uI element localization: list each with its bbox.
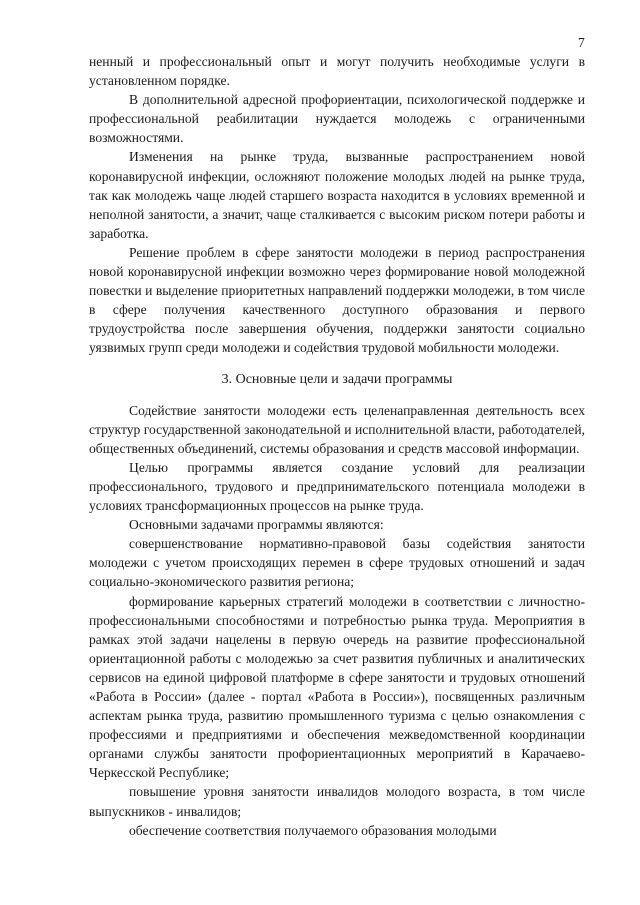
paragraph: В дополнительной адресной профориентации, психологической поддержке и профессиональной реабилитации нуждается молодежь с ограниченными возможностями.	[89, 92, 585, 146]
paragraph: Содействие занятости молодежи есть целенаправленная деятельность всех структур государственной законодательной и исполнительной власти, работодателей, общественных объединений, системы образования и средств массовой информации.	[89, 402, 585, 456]
list-item: совершенствование нормативно-правовой базы содействия занятости молодежи с учетом происходящих перемен в сфере трудовых отношений и задач социально-экономического развития региона;	[89, 536, 585, 590]
paragraph: ненный и профессиональный опыт и могут получить необходимые услуги в установленном порядке.	[89, 54, 585, 89]
paragraph: Основными задачами программы являются:	[129, 517, 384, 533]
section-heading: 3. Основные цели и задачи программы	[221, 371, 453, 387]
page-number: 7	[578, 35, 585, 50]
list-item: обеспечение соответствия получаемого образования молодыми	[129, 822, 497, 838]
document-body	[89, 52, 585, 840]
paragraph: Изменения на рынке труда, вызванные распространением новой коронавирусной инфекции, осложняют положение молодых людей на рынке труда, так как молодежь чаще людей старшего возраста находится в условиях временной и неполной занятости, а значит, чаще сталкивается с высоким риском потери работы и заработка.	[89, 149, 585, 241]
paragraph: Решение проблем в сфере занятости молодежи в период распространения новой коронавирусной инфекции возможно через формирование новой молодежной повестки и выделение приоритетных направлений поддержки молодежи, в том числе в сфере получения качественного доступного образования и первого трудоустройства после завершения обучения, поддержки занятости социально уязвимых групп среди молодежи и содействия трудовой мобильности молодежи.	[89, 244, 585, 356]
paragraph: Целью программы является создание условий для реализации профессионального, трудового и предпринимательского потенциала молодежи в условиях трансформационных процессов на рынке труда.	[89, 459, 585, 514]
list-item: формирование карьерных стратегий молодежи в соответствии с личностно-профессиональными способностями и потребностью рынка труда. Мероприятия в рамках этой задачи нацелены в первую очередь на развитие профессиональной ориентационной работы с молодежью за счет развития публичных и аналитических сервисов на единой цифровой платформе в сфере занятости и трудовых отношений «Работа в России» (далее - портал «Работа в России»), посвященных различным аспектам рынка труда, развитию промышленного туризма с целью ознакомления с профессиями и предприятиями и обеспечения межведомственной координации органами службы занятости профориентационных мероприятий в Карачаево-Черкесской Республике;	[89, 593, 585, 781]
list-item: повышение уровня занятости инвалидов молодого возраста, в том числе выпускников - инвалидов;	[89, 784, 585, 819]
